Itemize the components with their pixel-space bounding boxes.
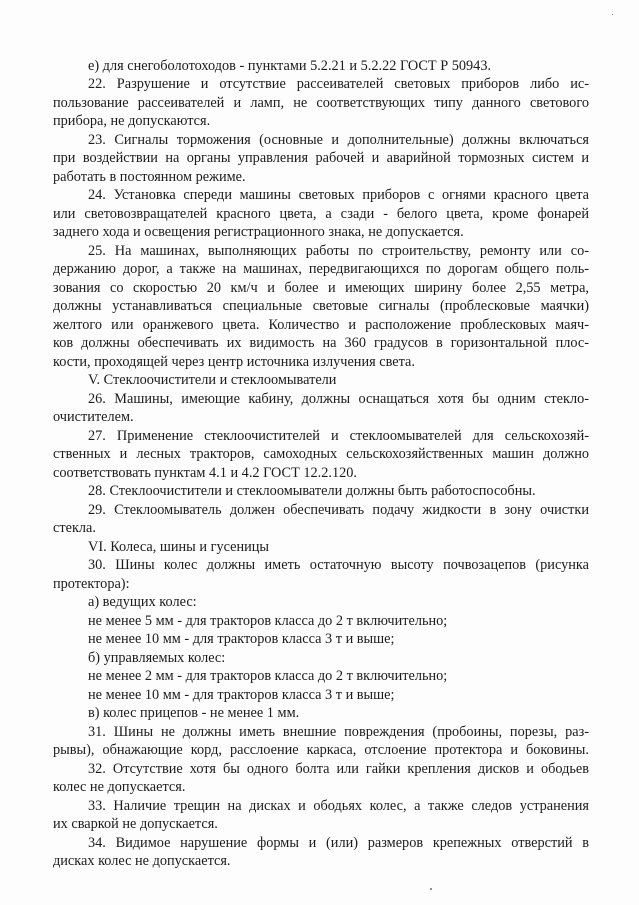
text-line: 26. Машины, имеющие кабину, должны оснащаться хотя бы одним стекло- [88, 391, 589, 407]
text-line: 24. Установка спереди машины световых приборов с огнями красного цвета [88, 187, 589, 203]
text-line: держанию дорог, а также на машинах, передвигающихся по дорогам общего поль- [53, 261, 589, 277]
text-line: 34. Видимое нарушение формы и (или) размеров крепежных отверстий в [88, 835, 589, 851]
list-item: не менее 10 мм - для тракторов класса 3 т и выше; [88, 687, 395, 703]
text-line: желтого или оранжевого цвета. Количество и расположение проблесковых маяч- [53, 317, 589, 333]
list-item: в) колес прицепов - не менее 1 мм. [88, 705, 300, 721]
text-line: ственных и лесных тракторов, самоходных сельскохозяйственных машин должно [53, 446, 589, 462]
text-line: дисках колес не допускается. [53, 853, 231, 869]
text-line: колес не допускается. [53, 779, 186, 795]
text-line: кости, проходящей через центр источника излучения света. [53, 354, 415, 370]
text-line: должны устанавливаться специальные световые сигналы (проблесковые маячки) [53, 298, 589, 314]
text-line: соответствовать пунктам 4.1 и 4.2 ГОСТ 12.2.120. [53, 465, 357, 481]
scan-speck [612, 14, 613, 15]
text-line: 27. Применение стеклоочистителей и стеклоомывателей для сельскохозяй- [88, 428, 589, 444]
text-line: прибора, не допускаются. [53, 113, 211, 129]
text-line: ков должны обеспечивать их видимость на 360 градусов в горизонтальной плос- [53, 335, 589, 351]
text-line: 29. Стеклоомыватель должен обеспечивать подачу жидкости в зону очистки [88, 502, 589, 518]
text-line: или световозвращателей красного цвета, а сзади - белого цвета, кроме фонарей [53, 206, 589, 222]
text-line: 33. Наличие трещин на дисках и ободьях колес, а также следов устранения [88, 798, 589, 814]
list-item: а) ведущих колес: [88, 594, 197, 610]
scan-speck [430, 888, 432, 890]
text-line: очистителем. [53, 409, 134, 425]
text-line: пользование рассеивателей и ламп, не соответствующих типу данного светового [53, 95, 589, 111]
list-item: не менее 2 мм - для тракторов класса до 2 т включительно; [88, 668, 448, 684]
text-line: при воздействии на органы управления рабочей и аварийной тормозных систем и [53, 150, 589, 166]
list-item: б) управляемых колес: [88, 650, 226, 666]
list-item: не менее 10 мм - для тракторов класса 3 т и выше; [88, 631, 395, 647]
text-line: 25. На машинах, выполняющих работы по строительству, ремонту или со- [88, 243, 589, 259]
list-item: не менее 5 мм - для тракторов класса до 2 т включительно; [88, 613, 448, 629]
text-line: 30. Шины колес должны иметь остаточную высоту почвозацепов (рисунка [88, 557, 589, 573]
section-heading: VI. Колеса, шины и гусеницы [88, 539, 270, 555]
text-line: стекла. [53, 520, 96, 536]
section-heading: V. Стеклоочистители и стеклоомыватели [88, 372, 337, 388]
text-line: протектора): [53, 576, 130, 592]
text-line: зования со скоростью 20 км/ч и более и имеющих ширину более 2,55 метра, [53, 280, 589, 296]
text-line: работать в постоянном режиме. [53, 169, 246, 185]
text-line: 23. Сигналы торможения (основные и дополнительные) должны включаться [88, 132, 589, 148]
text-line: рывы), обнажающие корд, расслоение каркаса, отслоение протектора и боковины. [53, 742, 589, 758]
text-line: е) для снегоболотоходов - пунктами 5.2.21 и 5.2.22 ГОСТ Р 50943. [88, 58, 492, 74]
text-line: 22. Разрушение и отсутствие рассеивателей световых приборов либо ис- [88, 76, 589, 92]
text-line: заднего хода и освещения регистрационного знака, не допускается. [53, 224, 464, 240]
text-line: 32. Отсутствие хотя бы одного болта или гайки крепления дисков и ободьев [88, 761, 589, 777]
text-line: 31. Шины не должны иметь внешние повреждения (пробоины, порезы, раз- [88, 724, 589, 740]
text-line: 28. Стеклоочистители и стеклоомыватели должны быть работоспособны. [88, 483, 536, 499]
text-line: их сваркой не допускается. [53, 816, 218, 832]
